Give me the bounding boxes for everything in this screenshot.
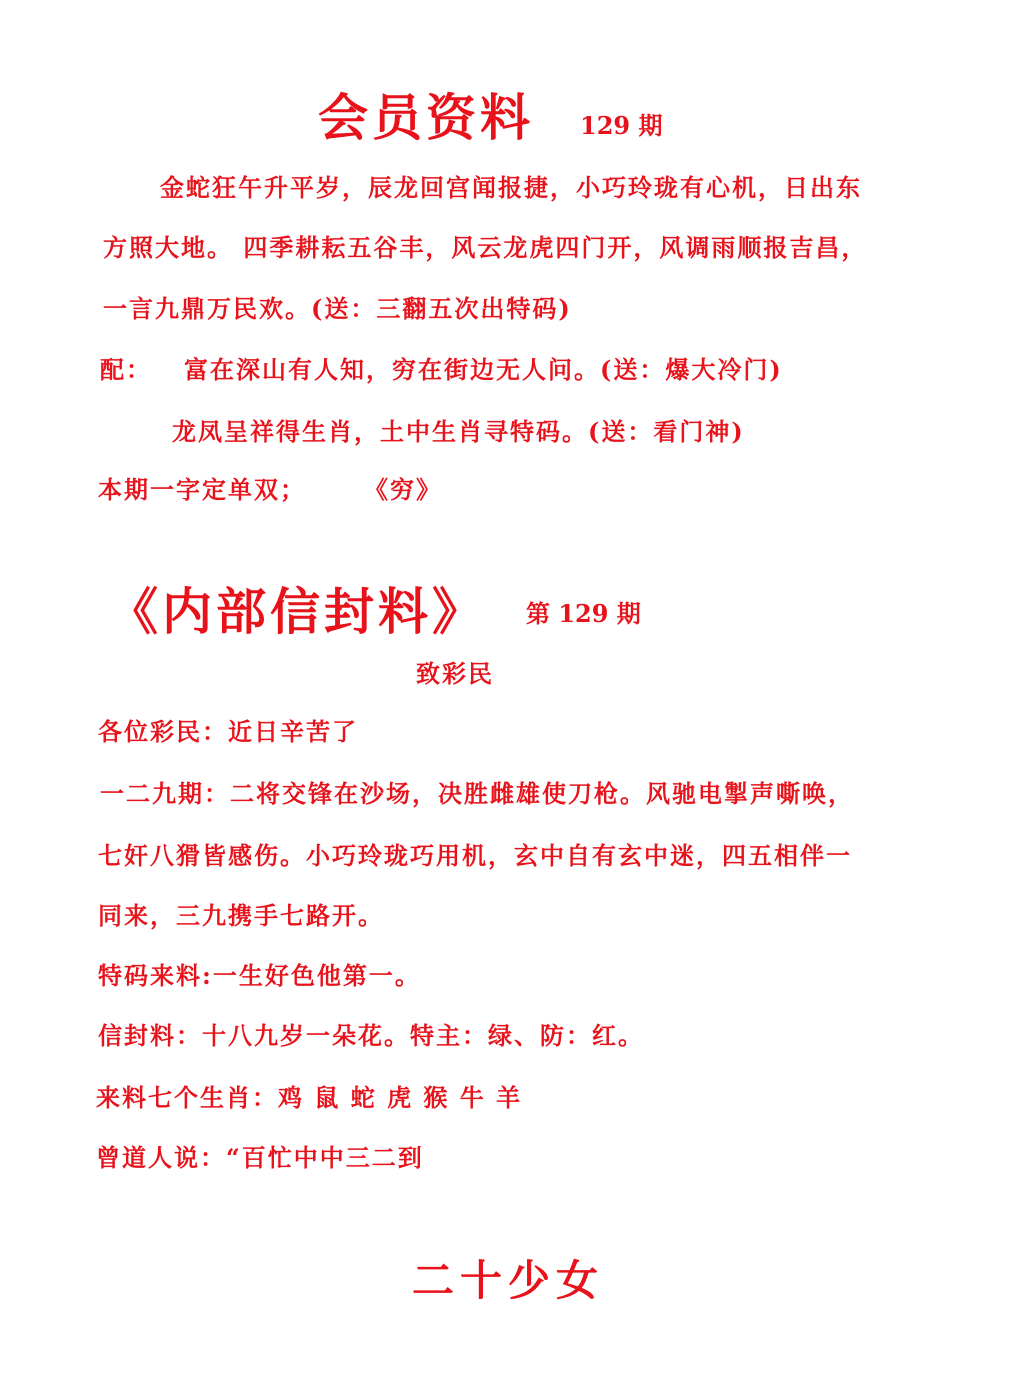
member-poem-line-3: 一言九鼎万民欢。(送：三翻五次出特码) <box>103 294 572 323</box>
pair-line-2: 龙凤呈祥得生肖，土中生肖寻特码。(送：看门神) <box>172 417 745 446</box>
envelope-material-line: 信封料：十八九岁一朵花。特主：绿、防：红。 <box>98 1021 644 1050</box>
member-title: 会员资料 <box>318 88 534 147</box>
pair-label: 配： <box>100 355 152 384</box>
footer-title: 二十少女 <box>412 1256 605 1305</box>
envelope-body-line-3: 同来，三九携手七路开。 <box>98 901 384 930</box>
envelope-issue-number: 第 129 期 <box>526 599 641 628</box>
special-code-line: 特码来料:一生好色他第一。 <box>98 961 421 990</box>
odd-even-value: 《穷》 <box>364 475 442 504</box>
envelope-subtitle: 致彩民 <box>416 659 494 688</box>
pair-line-1: 富在深山有人知，穷在街边无人问。(送：爆大冷门) <box>184 355 783 384</box>
envelope-title: 《内部信封料》 <box>108 582 486 641</box>
member-poem-line-1: 金蛇狂午升平岁，辰龙回宫闻报捷，小巧玲珑有心机，日出东 <box>160 173 862 202</box>
odd-even-label: 本期一字定单双； <box>98 475 306 504</box>
zodiac-line: 来料七个生肖：鸡 鼠 蛇 虎 猴 牛 羊 <box>96 1083 523 1112</box>
member-poem-line-2: 方照大地。 四季耕耘五谷丰，风云龙虎四门开，风调雨顺报吉昌， <box>103 233 868 262</box>
envelope-greeting: 各位彩民：近日辛苦了 <box>98 717 358 746</box>
taoist-saying-line: 曾道人说：“百忙中中三二到 <box>96 1143 424 1172</box>
envelope-body-line-2: 七奸八猾皆感伤。小巧玲珑巧用机，玄中自有玄中迷，四五相伴一 <box>98 841 852 870</box>
member-issue-number: 129 期 <box>580 111 663 140</box>
envelope-body-line-1: 一二九期：二将交锋在沙场，决胜雌雄使刀枪。风驰电掣声嘶唤， <box>100 779 854 808</box>
